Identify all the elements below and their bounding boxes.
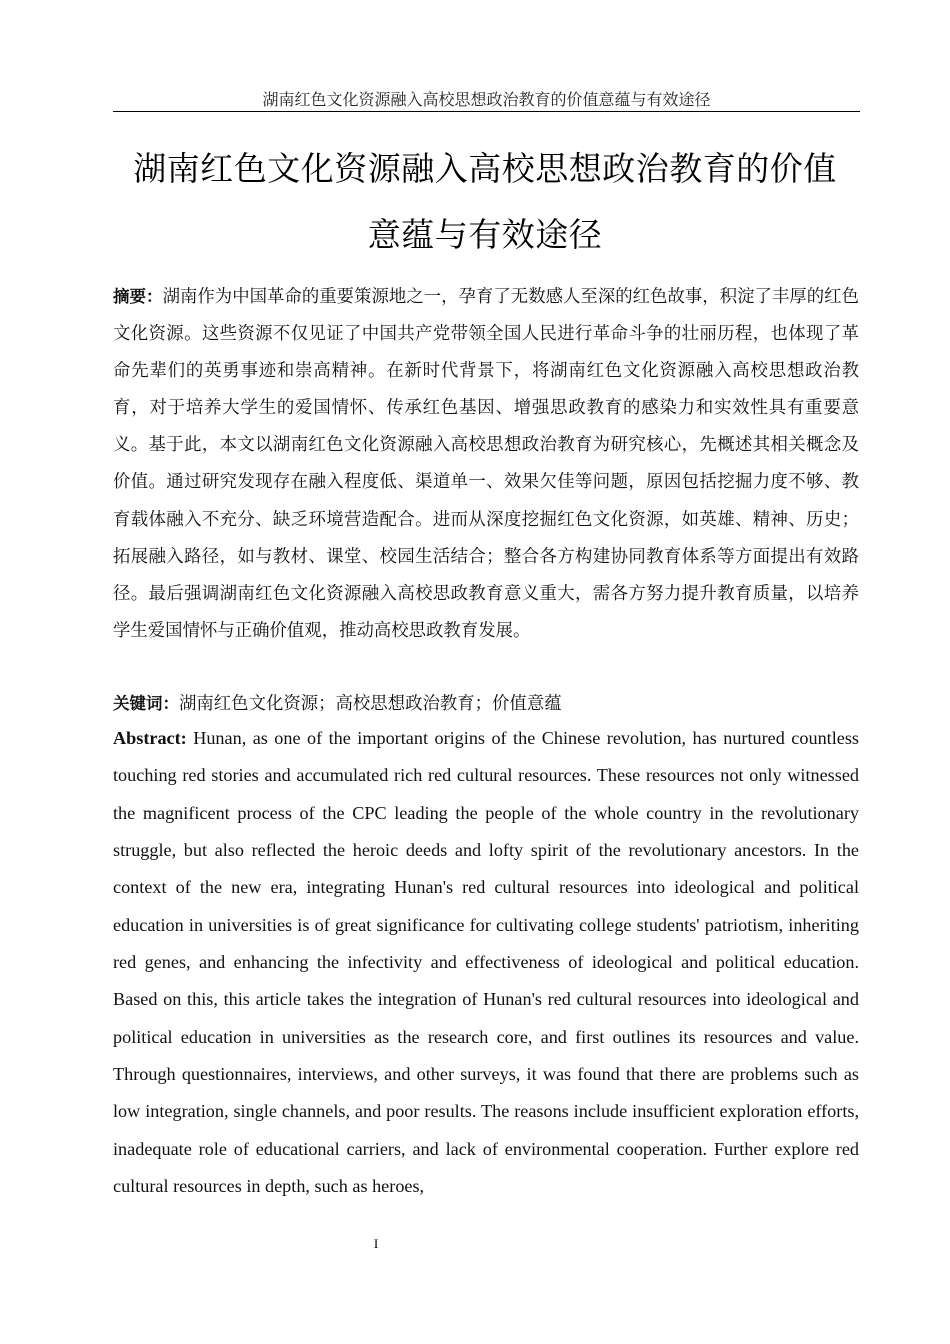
- chinese-keywords: [113, 685, 859, 723]
- keywords-text: 湖南红色文化资源；高校思想政治教育；价值意蕴: [179, 694, 562, 714]
- chinese-abstract-label: 摘要：: [113, 287, 163, 306]
- page-number: I: [373, 1236, 379, 1251]
- english-abstract-text: Hunan, as one of the important origins of the Chinese revolution, has nurtured countless touching red stories and accumulated rich red cultural resources. These resources not only witnessed the magnificent process of the CPC leading the people of the whole country in the revolutionary struggle, but also reflected the heroic deeds and lofty spirit of the revolutionary ancestors. In the context of the new era, integrating Hunan's red cultural resources into ideological and political education in universities is of great significance for cultivating college students' patriotism, inheriting red genes, and enhancing the infectivity and effectiveness of ideological and political education. Based on this, this article takes the integration of Hunan's red cultural resources into ideological and political education in universities as the research core, and first outlines its resources and value. Through questionnaires, interviews, and other surveys, it was found that there are problems such as low integration, single channels, and poor results. The reasons include insufficient exploration efforts, inadequate role of educational carriers, and lack of environmental cooperation. Further explore red cultural resources in depth, such as heroes,: [113, 728, 859, 1197]
- title-line-2: 意蕴与有效途径: [367, 215, 603, 254]
- title-line-1: 湖南红色文化资源融入高校思想政治教育的价值: [133, 149, 837, 188]
- paper-title: [100, 136, 870, 268]
- running-header: 湖南红色文化资源融入高校思想政治教育的价值意蕴与有效途径: [262, 90, 711, 109]
- english-abstract: [113, 720, 859, 1205]
- english-abstract-label: Abstract:: [113, 728, 187, 748]
- chinese-abstract: [113, 278, 859, 650]
- keywords-label: 关键词：: [113, 694, 179, 713]
- chinese-abstract-text: 湖南作为中国革命的重要策源地之一，孕育了无数感人至深的红色故事，积淀了丰厚的红色文化资源。这些资源不仅见证了中国共产党带领全国人民进行革命斗争的壮丽历程，也体现了革命先辈们的英勇事迹和崇高精神。在新时代背景下，将湖南红色文化资源融入高校思想政治教育，对于培养大学生的爱国情怀、传承红色基因、增强思政教育的感染力和实效性具有重要意义。基于此，本文以湖南红色文化资源融入高校思想政治教育为研究核心，先概述其相关概念及价值。通过研究发现存在融入程度低、渠道单一、效果欠佳等问题，原因包括挖掘力度不够、教育载体融入不充分、缺乏环境营造配合。进而从深度挖掘红色文化资源，如英雄、精神、历史；拓展融入路径，如与教材、课堂、校园生活结合；整合各方构建协同教育体系等方面提出有效路径。最后强调湖南红色文化资源融入高校思政教育意义重大，需各方努力提升教育质量，以培养学生爱国情怀与正确价值观，推动高校思政教育发展。: [113, 287, 859, 641]
- header-rule: [113, 111, 860, 112]
